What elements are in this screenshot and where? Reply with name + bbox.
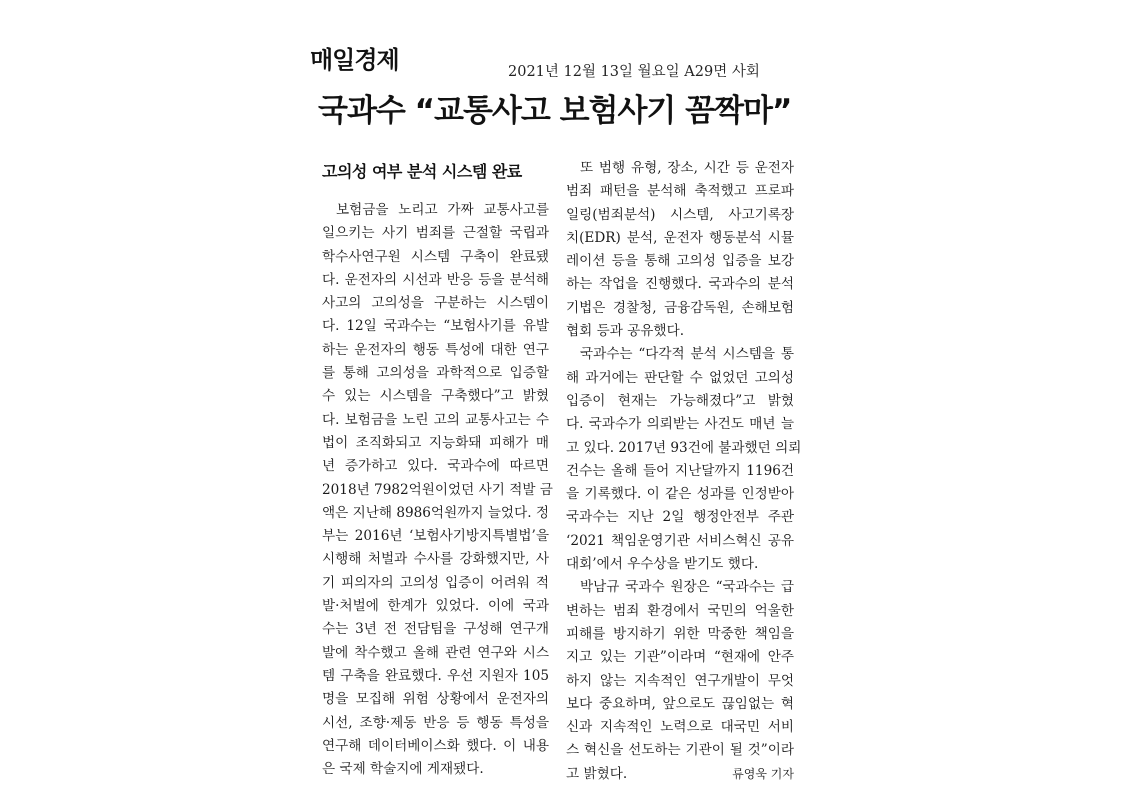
- article-text-line: 일링(범죄분석) 시스템, 사고기록장: [566, 206, 794, 223]
- article-text-line: 다. 보험금을 노린 고의 교통사고는 수: [322, 411, 549, 428]
- article-text-line: 국과수는 “다각적 분석 시스템을 통: [580, 346, 794, 363]
- article-text-line: 대회’에서 우수상을 받기도 했다.: [566, 556, 759, 573]
- article-text-line: ‘2021 책임운영기관 서비스혁신 공유: [566, 532, 794, 549]
- article-subheadline: 고의성 여부 분석 시스템 완료: [322, 162, 522, 181]
- article-text-line: 보험금을 노리고 가짜 교통사고를: [336, 202, 549, 218]
- article-text-line: 시선, 조향·제동 반응 등 행동 특성을: [322, 714, 549, 731]
- article-text-line: 연구해 데이터베이스화 했다. 이 내용: [322, 737, 549, 754]
- article-text-line: 고 있다. 2017년 93건에 불과했던 의뢰: [566, 439, 802, 456]
- article-text-line: 2018년 7982억원이었던 사기 적발 금: [322, 481, 553, 498]
- newspaper-masthead: 매일경제: [310, 46, 399, 74]
- article-text-line: [566, 763, 794, 786]
- article-headline: 국과수 “교통사고 보험사기 꼼짝마”: [318, 93, 792, 129]
- article-text-line: 발에 착수했고 올해 관련 연구와 시스: [322, 644, 549, 661]
- article-text-line: 입증이 현재는 가능해졌다”고 밝혔: [566, 392, 794, 409]
- article-text-line: 은 국제 학술지에 게재됐다.: [322, 761, 484, 778]
- article-text-line: 다. 운전자의 시선과 반응 등을 분석해: [322, 271, 549, 288]
- article-text-line: 을 기록했다. 이 같은 성과를 인정받아: [566, 486, 794, 503]
- article-text-line: 기 피의자의 고의성 입증이 어려워 적: [322, 574, 549, 591]
- article-text-line: 법이 조직화되고 지능화돼 피해가 매: [322, 434, 549, 451]
- article-text-line: 건수는 올해 들어 지난달까지 1196건: [566, 462, 794, 479]
- article-text-line: 수는 3년 전 전담팀을 구성해 연구개: [322, 621, 549, 638]
- article-text-line: 액은 지난해 8986억원까지 늘었다. 정: [322, 504, 549, 521]
- article-text-line-end: 고 밝혔다.: [566, 765, 628, 782]
- article-text-line: 변하는 범죄 환경에서 국민의 억울한: [566, 602, 794, 619]
- article-text-line: 해 과거에는 판단할 수 없었던 고의성: [566, 369, 794, 386]
- article-text-line: 레이션 등을 통해 고의성 입증을 보강: [566, 253, 794, 270]
- article-text-line: 신과 지속적인 노력으로 대국민 서비: [566, 719, 794, 736]
- article-text-line: 국과수는 지난 2일 행정안전부 주관: [566, 509, 794, 526]
- article-text-line: 다. 국과수가 의뢰받는 사건도 매년 늘: [566, 416, 794, 433]
- article-text-line: 발·처벌에 한계가 있었다. 이에 국과: [322, 598, 549, 615]
- article-text-line: 를 통해 고의성을 과학적으로 입증할: [322, 365, 549, 382]
- article-text-line: 일으키는 사기 범죄를 근절할 국립과: [322, 225, 549, 242]
- article-text-line: 템 구축을 완료했다. 우선 지원자 105: [322, 667, 549, 684]
- article-text-line: 스 혁신을 선도하는 기관이 될 것”이라: [566, 742, 794, 759]
- article-text-line: 보다 중요하며, 앞으로도 끊임없는 혁: [566, 695, 794, 712]
- article-text-line: 범죄 패턴을 분석해 축적했고 프로파: [566, 183, 794, 200]
- article-text-line: 박남규 국과수 원장은 “국과수는 급: [580, 579, 794, 596]
- article-text-line: 치(EDR) 분석, 운전자 행동분석 시뮬: [566, 229, 794, 246]
- article-text-line: 지고 있는 기관”이라며 “현재에 안주: [566, 649, 794, 666]
- article-text-line: 년 증가하고 있다. 국과수에 따르면: [322, 458, 549, 475]
- article-text-line: 기법은 경찰청, 금융감독원, 손해보험: [566, 299, 794, 316]
- reporter-byline: 류영욱 기자: [732, 766, 794, 781]
- article-text-line: 부는 2016년 ‘보험사기방지특별법’을: [322, 528, 549, 545]
- article-text-line: 하는 운전자의 행동 특성에 대한 연구: [322, 341, 549, 358]
- article-body-right-column: [566, 157, 802, 786]
- article-text-line: 협회 등과 공유했다.: [566, 323, 685, 340]
- dateline: 2021년 12월 13일 월요일 A29면 사회: [508, 64, 760, 80]
- article-text-line: 하지 않는 지속적인 연구개발이 무엇: [566, 672, 794, 689]
- article-text-line: 학수사연구원 시스템 구축이 완료됐: [322, 248, 549, 265]
- article-text-line: 사고의 고의성을 구분하는 시스템이: [322, 295, 549, 312]
- article-text-line: 하는 작업을 진행했다. 국과수의 분석: [566, 276, 794, 293]
- article-text-line: 수 있는 시스템을 구축했다”고 밝혔: [322, 388, 549, 405]
- article-text-line: 명을 모집해 위험 상황에서 운전자의: [322, 691, 549, 708]
- article-text-line: 또 범행 유형, 장소, 시간 등 운전자: [580, 160, 794, 176]
- article-body-left-column: [322, 199, 553, 781]
- article-text-line: 시행해 처벌과 수사를 강화했지만, 사: [322, 551, 549, 568]
- article-text-line: 피해를 방지하기 위한 막중한 책임을: [566, 625, 794, 642]
- article-text-line: 다. 12일 국과수는 “보험사기를 유발: [322, 318, 549, 335]
